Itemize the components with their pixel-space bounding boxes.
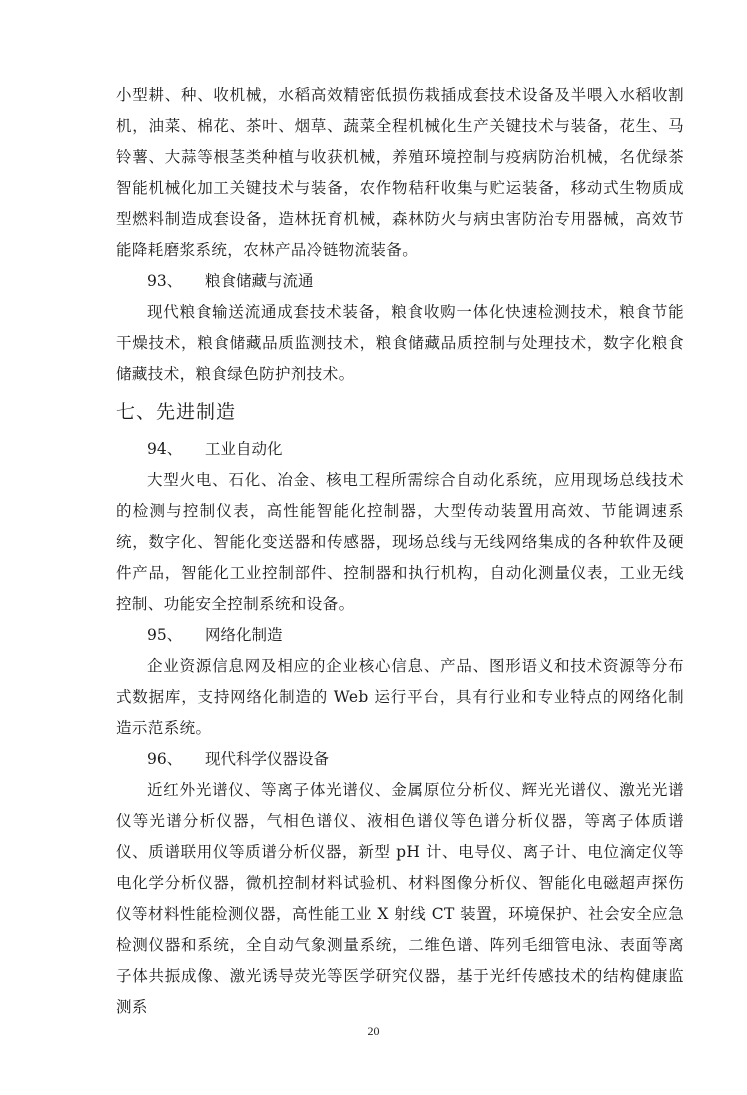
item-95-heading	[116, 620, 684, 651]
section-heading: 七、先进制造	[116, 401, 237, 423]
item-94-heading	[116, 434, 684, 465]
item-95-title: 网络化制造	[205, 626, 283, 644]
item-93-title: 粮食储藏与流通	[205, 272, 314, 290]
page-content	[116, 80, 684, 1023]
item-94-number: 94、	[147, 440, 183, 458]
item-96-text: 近红外光谱仪、等离子体光谱仪、金属原位分析仪、辉光光谱仪、激光光谱仪等光谱分析仪器，气相色谱仪、液相色谱仪等色谱分析仪器，等离子体质谱仪、质谱联用仪等质谱分析仪器，新型 pH 计、电导仪、离子计、电位滴定仪等电化学分析仪器，微机控制材料试验机、材料图像分析仪、智能化电磁超声探伤仪等材料性能检测仪器，高性能工业 X 射线 CT 装置，环境保护、社会安全应急检测仪器和系统，全自动气象测量系统，二维色谱、阵列毛细管电泳、表面等离子体共振成像、激光诱导荧光等医学研究仪器，基于光纤传感技术的结构健康监测系	[116, 781, 684, 1016]
item-93-number: 93、	[147, 272, 183, 290]
item-96-number: 96、	[147, 750, 183, 768]
item-95-text: 企业资源信息网及相应的企业核心信息、产品、图形语义和技术资源等分布式数据库，支持网络化制造的 Web 运行平台，具有行业和专业特点的网络化制造示范系统。	[116, 657, 684, 737]
intro-paragraph: 小型耕、种、收机械，水稻高效精密低损伤栽插成套技术设备及半喂入水稻收割机，油菜、棉花、茶叶、烟草、蔬菜全程机械化生产关键技术与装备，花生、马铃薯、大蒜等根茎类种植与收获机械，养殖环境控制与疫病防治机械，名优绿茶智能机械化加工关键技术与装备，农作物秸秆收集与贮运装备，移动式生物质成型燃料制造成套设备，造林抚育机械，森林防火与病虫害防治专用器械，高效节能降耗磨浆系统，农林产品冷链物流装备。	[116, 86, 684, 259]
item-96-heading	[116, 744, 684, 775]
item-93-heading	[116, 266, 684, 297]
item-94-text: 大型火电、石化、冶金、核电工程所需综合自动化系统，应用现场总线技术的检测与控制仪表，高性能智能化控制器，大型传动装置用高效、节能调速系统，数字化、智能化变送器和传感器，现场总线与无线网络集成的各种软件及硬件产品，智能化工业控制部件、控制器和执行机构，自动化测量仪表，工业无线控制、功能安全控制系统和设备。	[116, 471, 684, 613]
item-96-title: 现代科学仪器设备	[205, 750, 330, 768]
item-94-title: 工业自动化	[205, 440, 283, 458]
page-number: 20	[367, 1024, 380, 1038]
item-93-text: 现代粮食输送流通成套技术装备，粮食收购一体化快速检测技术，粮食节能干燥技术，粮食储藏品质监测技术，粮食储藏品质控制与处理技术，数字化粮食储藏技术，粮食绿色防护剂技术。	[116, 303, 684, 383]
item-95-number: 95、	[147, 626, 183, 644]
